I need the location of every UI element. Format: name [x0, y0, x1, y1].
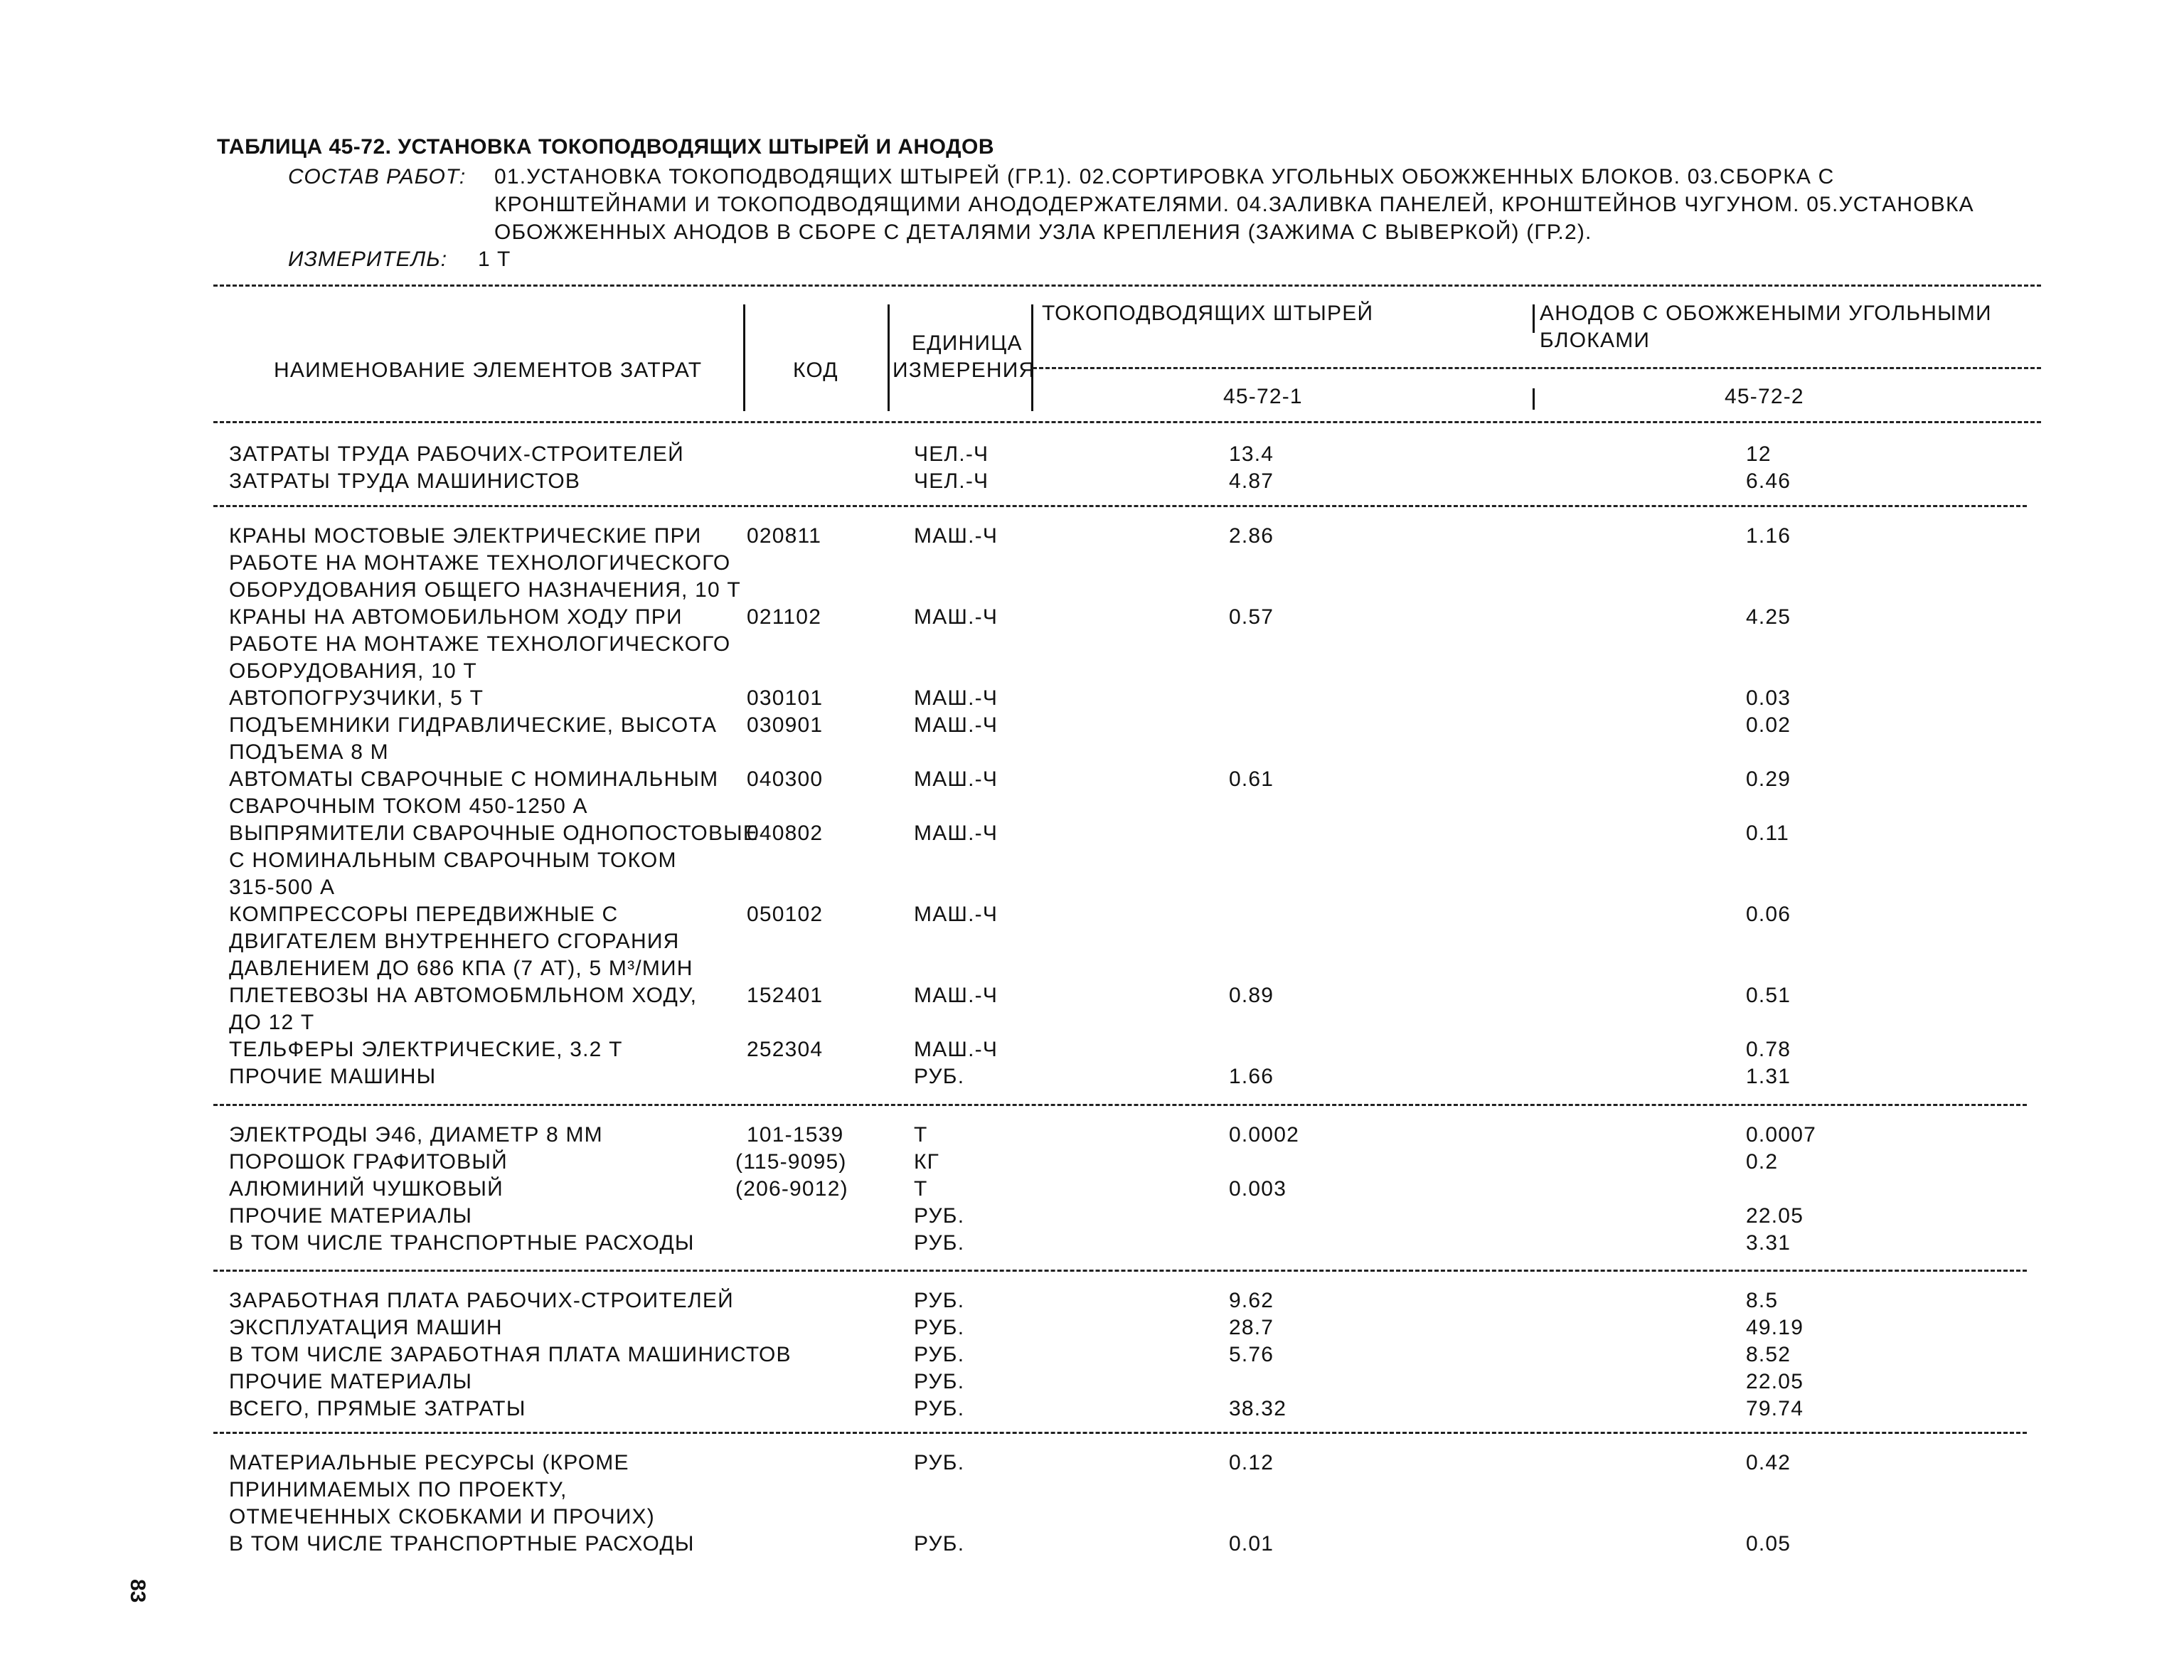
row-unit: МАШ.-Ч [914, 605, 998, 629]
row-code: 030901 [747, 713, 824, 737]
row-name: КРАНЫ НА АВТОМОБИЛЬНОМ ХОДУ ПРИ [229, 605, 683, 629]
row-name: АВТОПОГРУЗЧИКИ, 5 Т [229, 686, 484, 710]
header-column-code: 45-72-1 [1223, 385, 1303, 408]
row-name: ВЫПРЯМИТЕЛИ СВАРОЧНЫЕ ОДНОПОСТОВЫЕ [229, 822, 759, 845]
header-unit: ЕДИНИЦА [912, 331, 1023, 355]
row-value-1: 0.57 [1229, 605, 1274, 629]
row-unit: МАШ.-Ч [914, 686, 998, 710]
row-value-2: 0.42 [1746, 1451, 1791, 1474]
row-value-1: 13.4 [1229, 442, 1274, 466]
row-name: РАБОТЕ НА МОНТАЖЕ ТЕХНОЛОГИЧЕСКОГО [229, 632, 731, 656]
row-name: ПРОЧИЕ МАТЕРИАЛЫ [229, 1370, 473, 1393]
row-name: МАТЕРИАЛЬНЫЕ РЕСУРСЫ (КРОМЕ [229, 1451, 629, 1474]
row-value-2: 1.31 [1746, 1065, 1791, 1088]
row-unit: МАШ.-Ч [914, 903, 998, 926]
row-name: ПОДЪЕМА 8 М [229, 740, 389, 764]
row-code: 040300 [747, 767, 824, 791]
row-value-1: 0.01 [1229, 1532, 1274, 1556]
row-code: 030101 [747, 686, 824, 710]
row-value-1: 0.003 [1229, 1177, 1287, 1201]
row-value-2: 3.31 [1746, 1231, 1791, 1255]
row-unit: РУБ. [914, 1231, 965, 1255]
page-number: 83 [126, 1579, 149, 1603]
column-separator [1533, 304, 1535, 333]
row-code: 050102 [747, 903, 824, 926]
row-value-2: 79.74 [1746, 1397, 1804, 1420]
row-name: В ТОМ ЧИСЛЕ ЗАРАБОТНАЯ ПЛАТА МАШИНИСТОВ [229, 1343, 792, 1366]
divider [1033, 367, 2041, 369]
row-name: В ТОМ ЧИСЛЕ ТРАНСПОРТНЫЕ РАСХОДЫ [229, 1532, 695, 1556]
row-value-1: 0.61 [1229, 767, 1274, 791]
row-unit: МАШ.-Ч [914, 822, 998, 845]
row-unit: МАШ.-Ч [914, 767, 998, 791]
header-column-title: БЛОКАМИ [1540, 329, 1651, 352]
row-value-2: 0.03 [1746, 686, 1791, 710]
row-name: ОБОРУДОВАНИЯ ОБЩЕГО НАЗНАЧЕНИЯ, 10 Т [229, 578, 741, 602]
work-composition-label: СОСТАВ РАБОТ: [288, 165, 467, 188]
row-value-2: 0.51 [1746, 984, 1791, 1007]
divider [213, 505, 2027, 507]
row-unit: РУБ. [914, 1343, 965, 1366]
row-name: ЭЛЕКТРОДЫ Э46, ДИАМЕТР 8 ММ [229, 1123, 603, 1147]
row-code: 101-1539 [747, 1123, 844, 1147]
row-name: ДВИГАТЕЛЕМ ВНУТРЕННЕГО СГОРАНИЯ [229, 930, 680, 953]
divider [213, 421, 2041, 423]
row-value-2: 0.78 [1746, 1038, 1791, 1061]
work-composition-line: ОБОЖЖЕННЫХ АНОДОВ В СБОРЕ С ДЕТАЛЯМИ УЗЛА КРЕПЛЕНИЯ (ЗАЖИМА С ВЫВЕРКОЙ) (ГР.2). [494, 220, 1592, 244]
row-value-2: 8.52 [1746, 1343, 1791, 1366]
row-unit: ЧЕЛ.-Ч [914, 469, 989, 493]
row-value-2: 8.5 [1746, 1289, 1779, 1312]
row-name: ОТМЕЧЕННЫХ СКОБКАМИ И ПРОЧИХ) [229, 1505, 655, 1529]
row-value-1: 38.32 [1229, 1397, 1287, 1420]
row-unit: Т [914, 1177, 928, 1201]
row-code: (115-9095) [735, 1150, 847, 1174]
row-name: РАБОТЕ НА МОНТАЖЕ ТЕХНОЛОГИЧЕСКОГО [229, 551, 731, 575]
measure-value: 1 Т [478, 248, 511, 271]
row-name: ПЛЕТЕВОЗЫ НА АВТОМОБМЛЬНОМ ХОДУ, [229, 984, 698, 1007]
work-composition-line: 01.УСТАНОВКА ТОКОПОДВОДЯЩИХ ШТЫРЕЙ (ГР.1). 02.СОРТИРОВКА УГОЛЬНЫХ ОБОЖЖЕННЫХ БЛОКОВ. 03.СБОРКА С [494, 165, 1835, 188]
row-name: ПОДЪЕМНИКИ ГИДРАВЛИЧЕСКИЕ, ВЫСОТА [229, 713, 718, 737]
row-unit: РУБ. [914, 1316, 965, 1339]
row-name: КРАНЫ МОСТОВЫЕ ЭЛЕКТРИЧЕСКИЕ ПРИ [229, 524, 702, 548]
row-name: ВСЕГО, ПРЯМЫЕ ЗАТРАТЫ [229, 1397, 526, 1420]
row-name: ДО 12 Т [229, 1011, 315, 1034]
row-value-2: 0.05 [1746, 1532, 1791, 1556]
row-name: АВТОМАТЫ СВАРОЧНЫЕ С НОМИНАЛЬНЫМ [229, 767, 719, 791]
measure-label: ИЗМЕРИТЕЛЬ: [288, 248, 448, 271]
row-value-2: 22.05 [1746, 1370, 1804, 1393]
row-value-2: 1.16 [1746, 524, 1791, 548]
row-code: 020811 [747, 524, 822, 548]
row-unit: РУБ. [914, 1397, 965, 1420]
row-name: ЗАРАБОТНАЯ ПЛАТА РАБОЧИХ-СТРОИТЕЛЕЙ [229, 1289, 734, 1312]
column-separator [743, 304, 745, 411]
row-value-2: 12 [1746, 442, 1772, 466]
row-unit: РУБ. [914, 1204, 965, 1228]
row-name: ЗАТРАТЫ ТРУДА МАШИНИСТОВ [229, 469, 581, 493]
row-name: КОМПРЕССОРЫ ПЕРЕДВИЖНЫЕ С [229, 903, 619, 926]
column-separator [888, 304, 890, 411]
row-value-2: 0.11 [1746, 822, 1789, 845]
row-value-1: 2.86 [1229, 524, 1274, 548]
row-unit: КГ [914, 1150, 940, 1174]
row-value-2: 0.0007 [1746, 1123, 1816, 1147]
row-name: ПОРОШОК ГРАФИТОВЫЙ [229, 1150, 508, 1174]
header-column-title: ТОКОПОДВОДЯЩИХ ШТЫРЕЙ [1042, 302, 1374, 325]
row-code: 021102 [747, 605, 822, 629]
row-name: ЭКСПЛУАТАЦИЯ МАШИН [229, 1316, 503, 1339]
column-separator [1031, 304, 1033, 411]
row-unit: РУБ. [914, 1451, 965, 1474]
row-value-2: 49.19 [1746, 1316, 1804, 1339]
row-unit: ЧЕЛ.-Ч [914, 442, 989, 466]
row-code: 040802 [747, 822, 824, 845]
row-value-1: 9.62 [1229, 1289, 1274, 1312]
row-unit: РУБ. [914, 1289, 965, 1312]
row-unit: РУБ. [914, 1370, 965, 1393]
row-name: ОБОРУДОВАНИЯ, 10 Т [229, 659, 477, 683]
row-value-1: 1.66 [1229, 1065, 1274, 1088]
row-unit: МАШ.-Ч [914, 713, 998, 737]
divider [213, 1432, 2027, 1434]
row-value-1: 0.0002 [1229, 1123, 1299, 1147]
row-value-1: 28.7 [1229, 1316, 1274, 1339]
divider [213, 1104, 2027, 1106]
row-value-2: 22.05 [1746, 1204, 1804, 1228]
row-name: ПРИНИМАЕМЫХ ПО ПРОЕКТУ, [229, 1478, 568, 1501]
row-unit: Т [914, 1123, 928, 1147]
row-value-2: 0.02 [1746, 713, 1791, 737]
header-column-title: АНОДОВ С ОБОЖЖЕНЫМИ УГОЛЬНЫМИ [1540, 302, 1992, 325]
table-title: ТАБЛИЦА 45-72. УСТАНОВКА ТОКОПОДВОДЯЩИХ ШТЫРЕЙ И АНОДОВ [217, 135, 994, 159]
row-name: ДАВЛЕНИЕМ ДО 686 КПА (7 АТ), 5 М³/МИН [229, 957, 693, 980]
header-code: КОД [793, 358, 838, 382]
row-name: 315-500 А [229, 876, 336, 899]
row-code: (206-9012) [735, 1177, 848, 1201]
column-separator [1533, 388, 1535, 410]
row-unit: МАШ.-Ч [914, 1038, 998, 1061]
header-unit: ИЗМЕРЕНИЯ [893, 358, 1035, 382]
row-value-2: 6.46 [1746, 469, 1791, 493]
row-value-1: 0.12 [1229, 1451, 1274, 1474]
row-value-2: 0.2 [1746, 1150, 1779, 1174]
row-value-1: 4.87 [1229, 469, 1274, 493]
row-value-2: 4.25 [1746, 605, 1791, 629]
row-name: СВАРОЧНЫМ ТОКОМ 450-1250 А [229, 794, 588, 818]
header-name: НАИМЕНОВАНИЕ ЭЛЕМЕНТОВ ЗАТРАТ [274, 358, 703, 382]
divider [213, 1270, 2027, 1272]
row-value-2: 0.29 [1746, 767, 1791, 791]
row-value-1: 0.89 [1229, 984, 1274, 1007]
row-name: ТЕЛЬФЕРЫ ЭЛЕКТРИЧЕСКИЕ, 3.2 Т [229, 1038, 623, 1061]
row-name: ПРОЧИЕ МАТЕРИАЛЫ [229, 1204, 473, 1228]
row-name: В ТОМ ЧИСЛЕ ТРАНСПОРТНЫЕ РАСХОДЫ [229, 1231, 695, 1255]
row-code: 152401 [747, 984, 824, 1007]
row-unit: РУБ. [914, 1532, 965, 1556]
row-unit: МАШ.-Ч [914, 984, 998, 1007]
row-name: С НОМИНАЛЬНЫМ СВАРОЧНЫМ ТОКОМ [229, 849, 677, 872]
row-value-2: 0.06 [1746, 903, 1791, 926]
row-unit: РУБ. [914, 1065, 965, 1088]
header-column-code: 45-72-2 [1725, 385, 1804, 408]
row-name: ПРОЧИЕ МАШИНЫ [229, 1065, 437, 1088]
row-value-1: 5.76 [1229, 1343, 1274, 1366]
row-name: ЗАТРАТЫ ТРУДА РАБОЧИХ-СТРОИТЕЛЕЙ [229, 442, 684, 466]
row-code: 252304 [747, 1038, 824, 1061]
row-unit: МАШ.-Ч [914, 524, 998, 548]
divider [213, 285, 2041, 287]
row-name: АЛЮМИНИЙ ЧУШКОВЫЙ [229, 1177, 504, 1201]
work-composition-line: КРОНШТЕЙНАМИ И ТОКОПОДВОДЯЩИМИ АНОДОДЕРЖАТЕЛЯМИ. 04.ЗАЛИВКА ПАНЕЛЕЙ, КРОНШТЕЙНОВ ЧУГУНОМ. 05.УСТАНОВКА [494, 193, 1974, 216]
